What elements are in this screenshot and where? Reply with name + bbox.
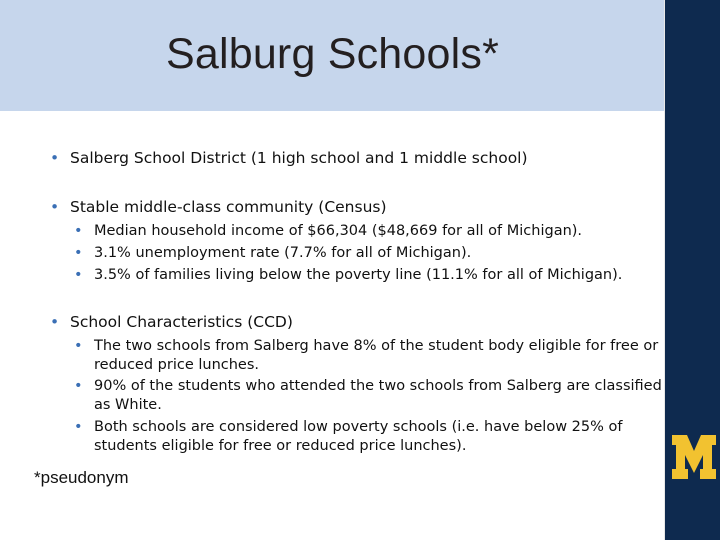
bullet-text: Stable middle-class community (Census) <box>70 198 387 216</box>
sub-bullet-dot: • <box>74 223 83 239</box>
sub-bullet-dot: • <box>74 338 83 354</box>
sub-bullet-text: 3.5% of families living below the poverty line (11.1% for all of Michigan). <box>94 267 623 283</box>
sub-bullet-text: The two schools from Salberg have 8% of the student body eligible for free or reduced price lunches. <box>94 338 659 373</box>
bullet-dot: • <box>50 198 60 216</box>
sub-bullet-dot: • <box>74 245 83 261</box>
bullet-text <box>70 149 528 167</box>
sub-bullet-text: 3.1% unemployment rate (7.7% for all of Michigan). <box>94 245 472 261</box>
bullet-strong-text: Salberg School District <box>70 149 246 167</box>
footnote: *pseudonym <box>34 468 129 487</box>
bullet-rest-text: (1 high school and 1 middle school) <box>245 149 528 167</box>
block-m-logo-icon <box>670 431 718 483</box>
sub-bullet-text: 90% of the students who attended the two schools from Salberg are classified as White. <box>94 378 662 413</box>
bullet-dot: • <box>50 149 60 167</box>
slide-title: Salburg Schools* <box>165 30 500 78</box>
sub-bullet-dot: • <box>74 419 83 435</box>
sub-bullet-text: Both schools are considered low poverty schools (i.e. have below 25% of students eligible for free or reduced price lunches). <box>94 419 623 454</box>
sub-bullet-text: Median household income of $66,304 ($48,669 for all of Michigan). <box>94 223 583 239</box>
sub-bullet-dot: • <box>74 378 83 394</box>
sub-bullet-dot: • <box>74 267 83 283</box>
bullet-text: School Characteristics (CCD) <box>70 313 293 331</box>
bullet-dot: • <box>50 313 60 331</box>
